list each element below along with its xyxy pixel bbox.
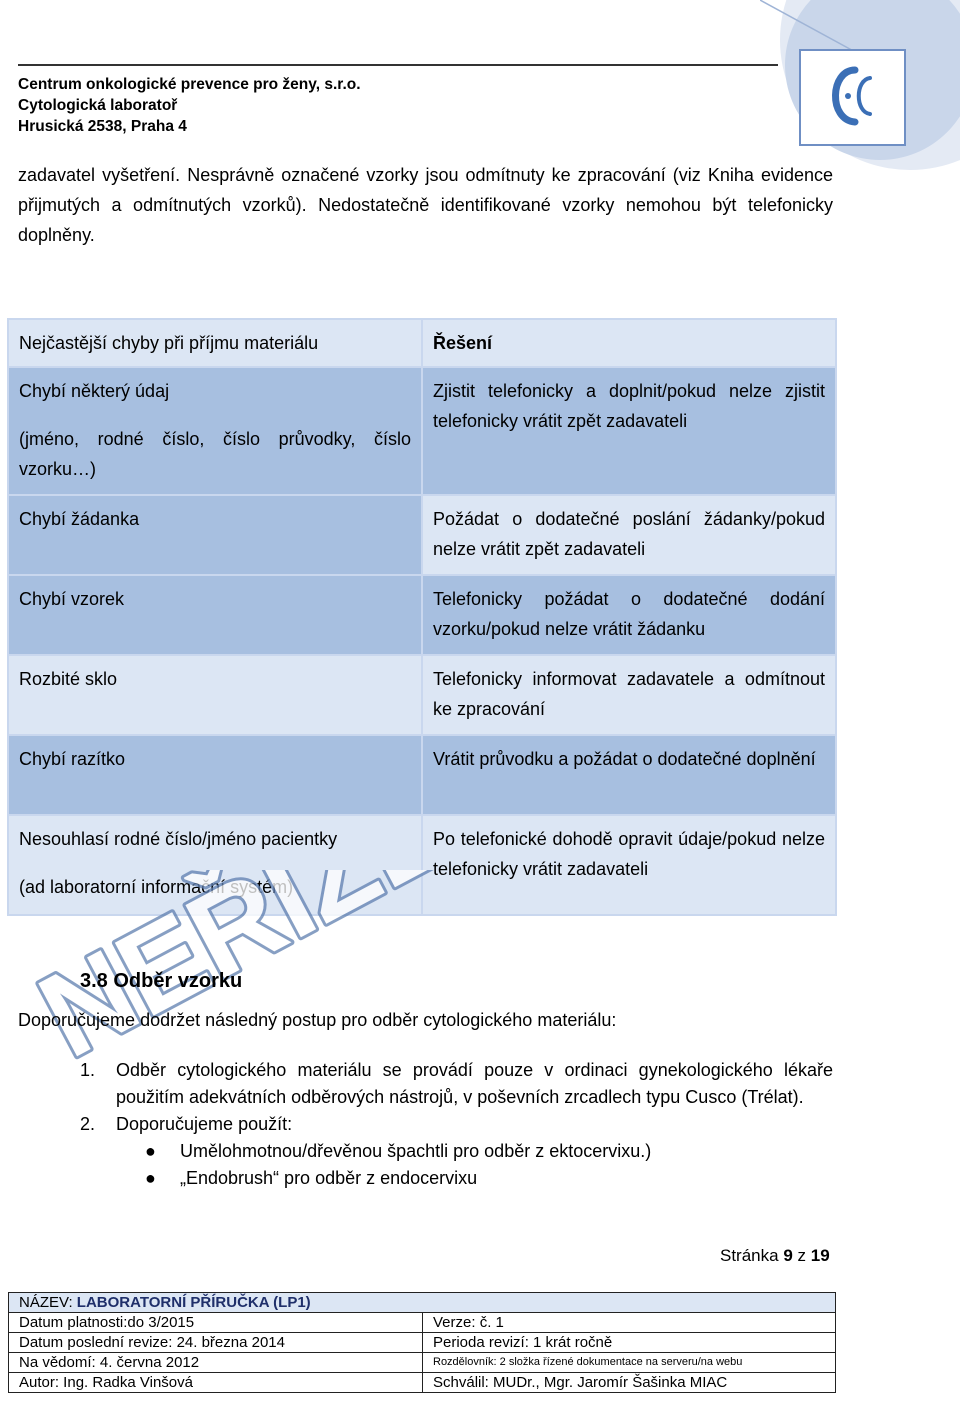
solution-text: Požádat o dodatečné poslání žádanky/pokud nelze vrátit zpět zadavateli xyxy=(422,495,836,575)
footer-title-label: NÁZEV: xyxy=(19,1294,77,1311)
solution-text: Telefonicky požádat o dodatečné dodání vzorku/pokud nelze vrátit žádanku xyxy=(422,575,836,655)
list-item xyxy=(80,1057,833,1111)
section-intro: Doporučujeme dodržet následný postup pro odběr cytologického materiálu: xyxy=(18,1010,617,1030)
footer-last-revision: Datum poslední revize: 24. března 2014 xyxy=(9,1333,423,1353)
error-label: Chybí některý údaj xyxy=(19,381,170,401)
table-row xyxy=(8,575,836,655)
bullet-item xyxy=(80,1138,833,1165)
bullet-icon: ● xyxy=(145,1141,156,1161)
list-number: 1. xyxy=(80,1060,96,1080)
solution-text: Vrátit průvodku a požádat o dodatečné doplnění xyxy=(422,735,836,815)
page-prefix: Stránka xyxy=(720,1246,779,1265)
table-row xyxy=(8,367,836,495)
section-title: 3.8 Odběr vzorku xyxy=(80,970,243,992)
list-text: Doporučujeme použít: xyxy=(116,1114,293,1134)
page-current: 9 xyxy=(783,1246,793,1265)
lab-name: Cytologická laboratoř xyxy=(18,97,178,114)
list-text: Odběr cytologického materiálu se provádí pouze v ordinaci gynekologického lékaře použitím adekvátních odběrových nástrojů, v poševních zrcadlech typu Cusco (Trélat). xyxy=(116,1060,833,1107)
table-header-row xyxy=(8,319,836,367)
solution-text: Telefonicky informovat zadavatele a odmítnout ke zpracování xyxy=(422,655,836,735)
table-header-errors: Nejčastější chyby při příjmu materiálu xyxy=(8,319,422,367)
errors-table xyxy=(7,318,837,916)
bullet-text: Umělohmotnou/dřevěnou špachtli pro odběr z ektocervixu.) xyxy=(180,1141,652,1161)
footer-acknowledged: Na vědomí: 4. června 2012 xyxy=(9,1353,423,1373)
footer-row xyxy=(9,1353,836,1373)
footer-row xyxy=(9,1333,836,1353)
error-label: Chybí razítko xyxy=(8,735,422,815)
table-row xyxy=(8,735,836,815)
header-rule xyxy=(18,64,778,66)
error-label: Chybí žádanka xyxy=(8,495,422,575)
footer-validity: Datum platnosti:do 3/2015 xyxy=(9,1313,423,1333)
bullet-text: „Endobrush“ pro odběr z endocervixu xyxy=(180,1168,478,1188)
page-sep: z xyxy=(797,1246,807,1265)
list-item xyxy=(80,1111,833,1138)
intro-paragraph: zadavatel vyšetření. Nesprávně označené vzorky jsou odmítnuty ke zpracování (viz Kniha evidence přijmutých a odmítnutých vzorků). Nedostatečně identifikované vzorky nemohou být telefonicky doplněny. xyxy=(18,165,833,245)
footer-version: Verze: č. 1 xyxy=(423,1313,836,1333)
table-row xyxy=(8,655,836,735)
error-detail: (jméno, rodné číslo, číslo průvodky, číslo vzorku…) xyxy=(19,429,411,479)
footer-approved: Schválil: MUDr., Mgr. Jaromír Šašinka MIAC xyxy=(423,1373,836,1393)
bullet-item xyxy=(80,1165,833,1192)
solution-text: Zjistit telefonicky a doplnit/pokud nelze zjistit telefonicky vrátit zpět zadavateli xyxy=(422,367,836,495)
footer-row xyxy=(9,1313,836,1333)
footer-distribution: Rozdělovník: 2 složka řízené dokumentace na serveru/na webu xyxy=(423,1353,836,1373)
org-name: Centrum onkologické prevence pro ženy, s.r.o. xyxy=(18,76,361,93)
footer-row xyxy=(9,1373,836,1393)
solution-text: Po telefonické dohodě opravit údaje/pokud nelze telefonicky vrátit zadavateli xyxy=(422,815,836,915)
footer-author: Autor: Ing. Radka Vinšová xyxy=(9,1373,423,1393)
footer-title-value: LABORATORNÍ PŘÍRUČKA (LP1) xyxy=(76,1294,311,1311)
org-header xyxy=(18,74,361,137)
error-label: Chybí vzorek xyxy=(8,575,422,655)
document-control-table xyxy=(8,1292,836,1393)
table-header-solution: Řešení xyxy=(422,319,836,367)
clinic-logo-icon xyxy=(760,0,960,170)
bullet-icon: ● xyxy=(145,1168,156,1188)
procedure-list xyxy=(80,1057,833,1192)
list-number: 2. xyxy=(80,1114,96,1134)
page-total: 19 xyxy=(810,1246,830,1265)
table-row xyxy=(8,495,836,575)
footer-title-row xyxy=(9,1293,836,1313)
footer-revision-period: Perioda revizí: 1 krát ročně xyxy=(423,1333,836,1353)
page-number xyxy=(720,1246,830,1266)
org-address: Hrusická 2538, Praha 4 xyxy=(18,118,187,135)
error-detail: (ad laboratorní informační systém) xyxy=(19,877,294,897)
error-label: Rozbité sklo xyxy=(8,655,422,735)
error-label: Nesouhlasí rodné číslo/jméno pacientky xyxy=(19,829,338,849)
